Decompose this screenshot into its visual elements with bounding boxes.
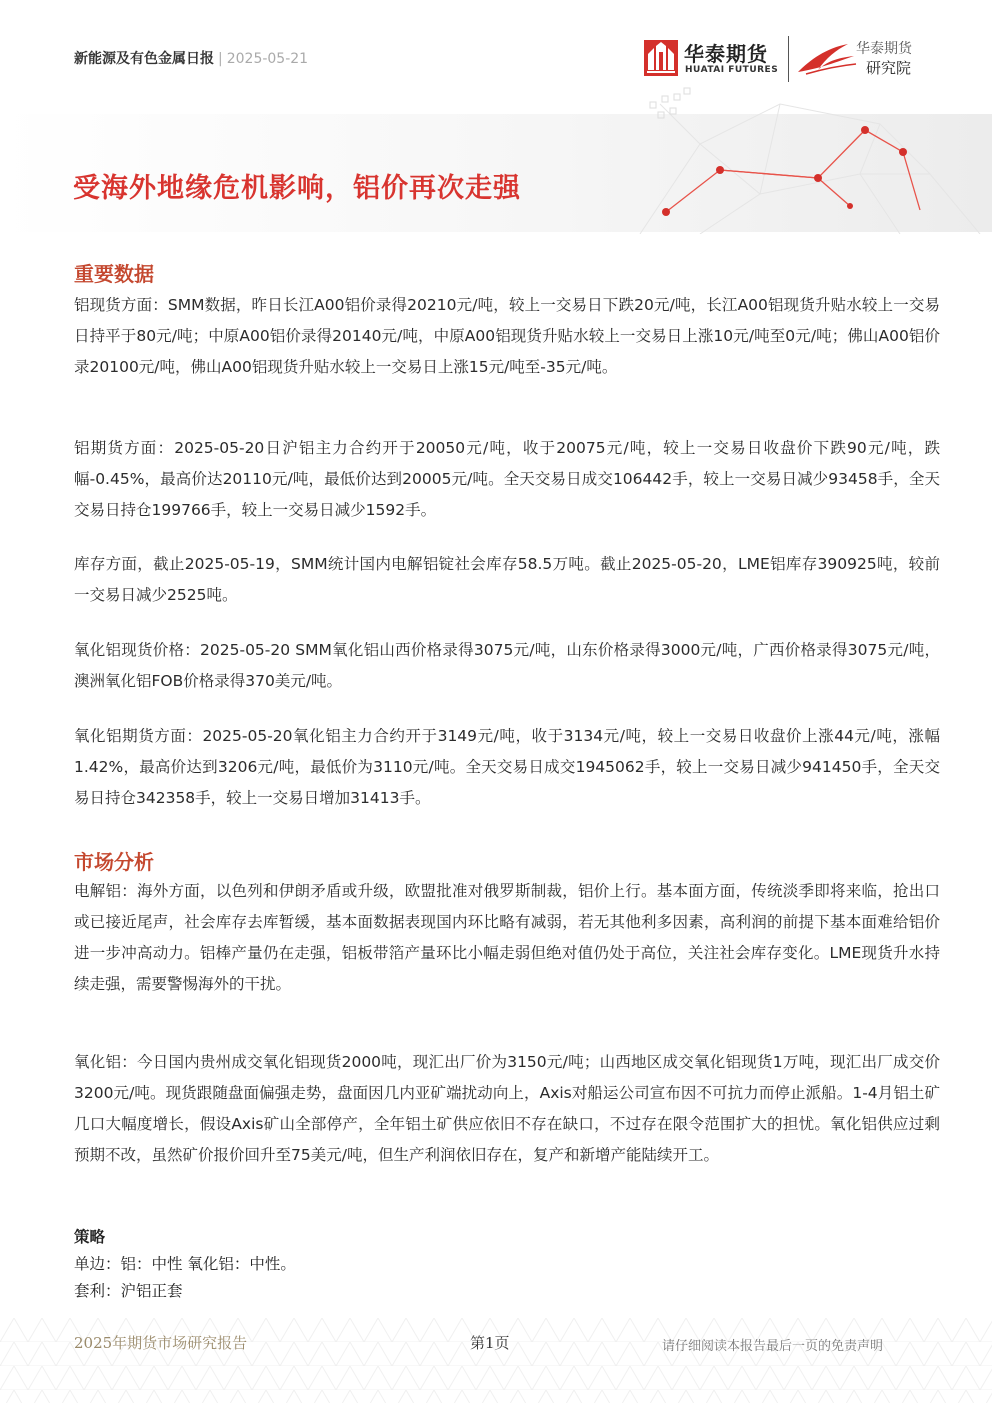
key-data-heading: 重要数据: [74, 262, 154, 286]
strategy-arbitrage: 套利：沪铝正套: [74, 1282, 183, 1300]
strategy-title: 策略: [74, 1228, 106, 1246]
institute-line-2: 研究院: [866, 59, 912, 77]
report-title: 受海外地缘危机影响，铝价再次走强: [73, 173, 521, 204]
logo-english-name: HUATAI FUTURES: [685, 65, 779, 75]
alumina-spot-paragraph: 氧化铝现货价格：2025-05-20 SMM氧化铝山西价格录得3075元/吨，山东价格录得3000元/吨，广西价格录得3075元/吨，澳洲氧化铝FOB价格录得370美元/吨。: [74, 641, 940, 690]
footer-decoration: [0, 1318, 992, 1403]
footer-report-series: 2025年期货市场研究报告: [74, 1334, 248, 1352]
strategy-single-side: 单边：铝：中性 氧化铝：中性。: [74, 1255, 296, 1273]
aluminum-futures-paragraph: 铝期货方面：2025-05-20日沪铝主力合约开于20050元/吨，收于20075元/吨，较上一交易日收盘价下跌90元/吨，跌幅-0.45%，最高价达20110元/吨，最低价达到20005元/吨。全天交易日成交106442手，较上一交易日减少93458手，全天交易日持仓199766手，较上一交易日减少1592手。: [74, 439, 940, 519]
institute-swoosh-icon: [796, 40, 858, 76]
alumina-futures-paragraph: 氧化铝期货方面：2025-05-20氧化铝主力合约开于3149元/吨，收于3134元/吨，较上一交易日收盘价上涨44元/吨，涨幅1.42%，最高价达到3206元/吨，最低价为3110元/吨。全天交易日成交1945062手，较上一交易日减少941450手，全天交易日持仓342358手，较上一交易日增加31413手。: [74, 727, 940, 807]
inventory-paragraph: 库存方面，截止2025-05-19，SMM统计国内电解铝锭社会库存58.5万吨。截止2025-05-20，LME铝库存390925吨，较前一交易日减少2525吨。: [74, 555, 940, 604]
report-name: 新能源及有色金属日报: [74, 51, 214, 67]
huatai-logo-icon: [644, 40, 678, 76]
header-banner-decoration: [0, 84, 992, 234]
logo-divider: [788, 36, 789, 82]
market-analysis-heading: 市场分析: [74, 850, 154, 874]
research-institute-logo: [796, 36, 926, 82]
footer-page-number: 第1页: [470, 1334, 510, 1352]
footer-disclaimer: 请仔细阅读本报告最后一页的免责声明: [662, 1339, 884, 1354]
huatai-futures-logo: [644, 38, 784, 82]
report-date: 2025-05-21: [226, 51, 309, 67]
strategy-block: [74, 1224, 296, 1305]
alumina-analysis: 氧化铝：今日国内贵州成交氧化铝现货2000吨，现汇出厂价为3150元/吨；山西地区成交氧化铝现货1万吨，现汇出厂成交价3200元/吨。现货跟随盘面偏强走势，盘面因几内亚矿端扰动向上，Axis对船运公司宣布因不可抗力而停止派船。1-4月铝土矿几口大幅度增长，假设Axis矿山全部停产，全年铝土矿供应依旧不存在缺口，不过存在限令范围扩大的担忧。氧化铝供应过剩预期不改，虽然矿价报价回升至75美元/吨，但生产利润依旧存在，复产和新增产能陆续开工。: [74, 1053, 940, 1164]
report-header-label: [74, 48, 308, 68]
electrolytic-aluminum-analysis: 电解铝：海外方面，以色列和伊朗矛盾或升级，欧盟批准对俄罗斯制裁，铝价上行。基本面方面，传统淡季即将来临，抢出口或已接近尾声，社会库存去库暂缓，基本面数据表现国内环比略有减弱，若无其他利多因素，高利润的前提下基本面难给铝价进一步冲高动力。铝棒产量仍在走强，铝板带箔产量环比小幅走弱但绝对值仍处于高位，关注社会库存变化。LME现货升水持续走强，需要警惕海外的干扰。: [74, 882, 940, 993]
logo-chinese-name: 华泰期货: [684, 42, 768, 66]
header-separator: |: [218, 51, 223, 67]
aluminum-spot-paragraph: 铝现货方面：SMM数据，昨日长江A00铝价录得20210元/吨，较上一交易日下跌20元/吨，长江A00铝现货升贴水较上一交易日持平于80元/吨；中原A00铝价录得20140元/吨，中原A00铝现货升贴水较上一交易日上涨10元/吨至0元/吨；佛山A00铝价录20100元/吨，佛山A00铝现货升贴水较上一交易日上涨15元/吨至-35元/吨。: [74, 296, 940, 376]
institute-line-1: 华泰期货: [856, 41, 912, 57]
